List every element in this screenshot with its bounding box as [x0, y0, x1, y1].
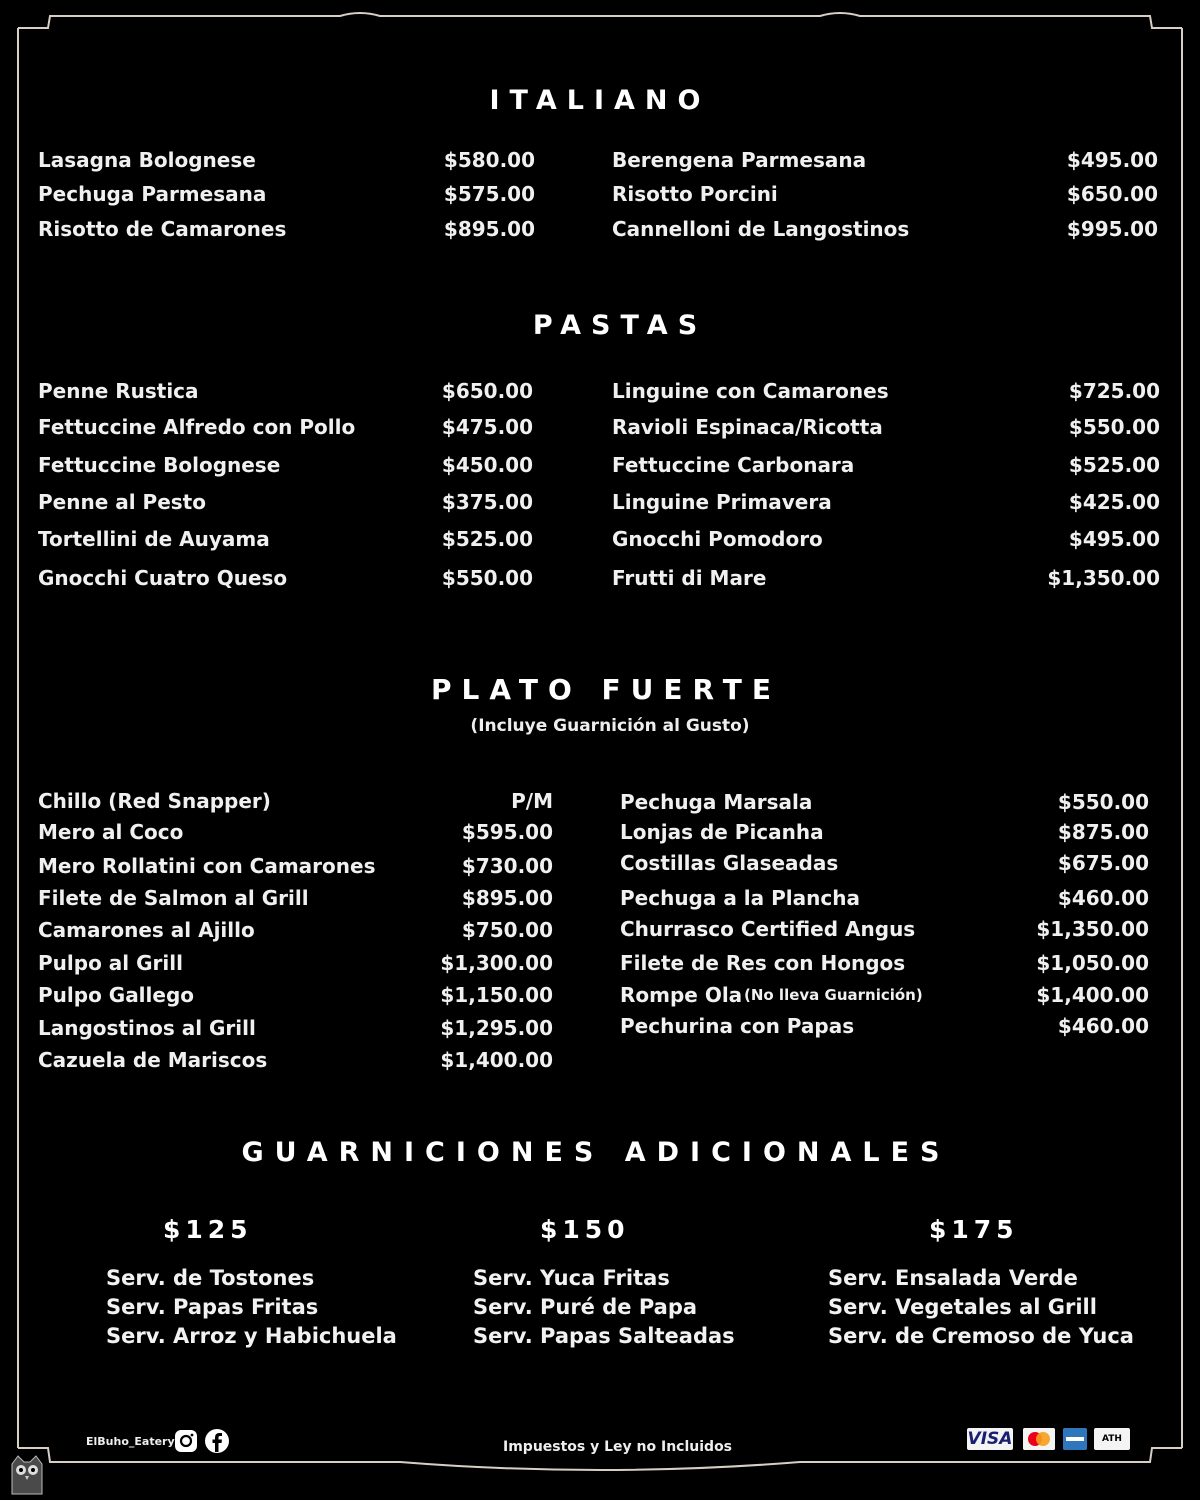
- menu-item: [38, 951, 553, 977]
- menu-item-price: $1,050.00: [1036, 951, 1149, 975]
- side-item: Serv. Puré de Papa: [473, 1295, 698, 1319]
- ath-card-icon: ATH: [1094, 1428, 1130, 1450]
- side-item: Serv. de Tostones: [106, 1266, 315, 1290]
- side-item: Serv. Arroz y Habichuela: [106, 1324, 397, 1348]
- menu-item-price: $750.00: [461, 918, 553, 942]
- menu-item-name: Camarones al Ajillo: [38, 918, 255, 942]
- side-item: Serv. Yuca Fritas: [473, 1266, 670, 1290]
- menu-item: [612, 415, 1160, 441]
- menu-item: [38, 527, 533, 553]
- menu-item-name: Pulpo al Grill: [38, 951, 183, 975]
- tier-price-175: $175: [929, 1215, 1019, 1244]
- menu-item-name: Rompe Ola: [620, 983, 743, 1007]
- menu-item-price: $1,400.00: [1036, 983, 1149, 1007]
- menu-item-note: (No lleva Guarnición): [744, 986, 923, 1004]
- menu-item-price: $1,295.00: [440, 1016, 553, 1040]
- menu-item-name: Pechuga a la Plancha: [620, 886, 860, 910]
- tier-items-150: [473, 1264, 735, 1351]
- menu-item-price: $450.00: [441, 453, 533, 477]
- tier-price-125: $125: [163, 1215, 253, 1244]
- side-item: Serv. de Cremoso de Yuca: [828, 1324, 1134, 1348]
- menu-item-price: $475.00: [441, 415, 533, 439]
- menu-item: [38, 789, 553, 815]
- menu-item-price: $675.00: [1057, 851, 1149, 875]
- menu-item-price: $1,150.00: [440, 983, 553, 1007]
- side-item: Serv. Ensalada Verde: [828, 1266, 1078, 1290]
- menu-item: [38, 1016, 553, 1042]
- menu-item: [38, 379, 533, 405]
- facebook-icon[interactable]: [204, 1428, 230, 1454]
- menu-item: [38, 217, 535, 243]
- menu-item-name: Penne Rustica: [38, 379, 199, 403]
- menu-item: [612, 453, 1160, 479]
- menu-item: [38, 148, 535, 174]
- menu-item-price: $495.00: [1066, 148, 1158, 172]
- visa-card-icon: VISA: [967, 1429, 1013, 1449]
- menu-item: [620, 951, 1149, 977]
- menu-item-price: $595.00: [461, 820, 553, 844]
- menu-item: [38, 820, 553, 846]
- menu-item-price: $460.00: [1057, 886, 1149, 910]
- menu-item-name: Fettuccine Bolognese: [38, 453, 281, 477]
- menu-item: [38, 983, 553, 1009]
- menu-item-price: $550.00: [441, 566, 533, 590]
- menu-item-name: Mero Rollatini con Camarones: [38, 854, 376, 878]
- menu-item-name: Fettuccine Alfredo con Pollo: [38, 415, 356, 439]
- menu-item-price: $725.00: [1068, 379, 1160, 403]
- menu-item: [38, 182, 535, 208]
- menu-item-price: $375.00: [441, 490, 533, 514]
- menu-item: [38, 918, 553, 944]
- menu-item-name: Lasagna Bolognese: [38, 148, 256, 172]
- menu-item-name: Ravioli Espinaca/Ricotta: [612, 415, 883, 439]
- menu-item-price: $460.00: [1057, 1014, 1149, 1038]
- menu-item-price: $1,350.00: [1047, 566, 1160, 590]
- menu-item-name: Gnocchi Cuatro Queso: [38, 566, 288, 590]
- side-item: Serv. Vegetales al Grill: [828, 1295, 1097, 1319]
- menu-item-price: $575.00: [443, 182, 535, 206]
- section-title-plato-fuerte: PLATO FUERTE: [430, 673, 782, 706]
- menu-item-price: $650.00: [441, 379, 533, 403]
- menu-item-name: Pechuga Parmesana: [38, 182, 267, 206]
- menu-item: [620, 790, 1149, 816]
- menu-item-name: Mero al Coco: [38, 820, 184, 844]
- menu-item: [38, 1048, 553, 1074]
- menu-item-name: Risotto de Camarones: [38, 217, 287, 241]
- menu-item-name: Langostinos al Grill: [38, 1016, 256, 1040]
- menu-item-name: Fettuccine Carbonara: [612, 453, 855, 477]
- menu-item: [620, 917, 1149, 943]
- menu-item-price: $550.00: [1057, 790, 1149, 814]
- menu-item: [612, 148, 1158, 174]
- menu-item-price: $895.00: [443, 217, 535, 241]
- menu-item: [620, 820, 1149, 846]
- menu-item: [38, 886, 553, 912]
- menu-item: [612, 566, 1160, 592]
- menu-item-name: Linguine Primavera: [612, 490, 832, 514]
- side-item: Serv. Papas Fritas: [106, 1295, 319, 1319]
- menu-item-name: Cannelloni de Langostinos: [612, 217, 910, 241]
- menu-item-price: $1,300.00: [440, 951, 553, 975]
- tier-items-175: [828, 1264, 1134, 1351]
- instagram-icon[interactable]: [173, 1428, 199, 1454]
- menu-item: [620, 851, 1149, 877]
- menu-item-name: Tortellini de Auyama: [38, 527, 270, 551]
- menu-item-price: $730.00: [461, 854, 553, 878]
- menu-item-price: P/M: [511, 789, 553, 813]
- section-title-guarniciones: GUARNICIONES ADICIONALES: [241, 1137, 951, 1168]
- menu-item: [612, 182, 1158, 208]
- menu-item-name: Pechuga Marsala: [620, 790, 813, 814]
- menu-item: [612, 217, 1158, 243]
- tier-price-150: $150: [540, 1215, 630, 1244]
- menu-item-name: Frutti di Mare: [612, 566, 767, 590]
- menu-item: [612, 490, 1160, 516]
- menu-item-price: $1,350.00: [1036, 917, 1149, 941]
- section-subtitle-plato-fuerte: (Incluye Guarnición al Gusto): [470, 716, 750, 736]
- menu-item: [612, 379, 1160, 405]
- menu-item: [38, 490, 533, 516]
- menu-item-price: $550.00: [1068, 415, 1160, 439]
- menu-item-name: Filete de Res con Hongos: [620, 951, 906, 975]
- menu-item-price: $875.00: [1057, 820, 1149, 844]
- menu-item-name: Costillas Glaseadas: [620, 851, 839, 875]
- tax-note: Impuestos y Ley no Incluidos: [503, 1439, 733, 1455]
- menu-item: [38, 453, 533, 479]
- social-handle[interactable]: ElBuho_Eatery: [86, 1435, 175, 1448]
- menu-item-name: Linguine con Camarones: [612, 379, 889, 403]
- menu-item: [38, 854, 553, 880]
- menu-item-name: Cazuela de Mariscos: [38, 1048, 268, 1072]
- menu-item-name: Berengena Parmesana: [612, 148, 867, 172]
- menu-item-name: Lonjas de Picanha: [620, 820, 824, 844]
- menu-item-price: $525.00: [1068, 453, 1160, 477]
- menu-item-price: $425.00: [1068, 490, 1160, 514]
- owl-logo-icon: [4, 1450, 50, 1496]
- menu-item: [38, 566, 533, 592]
- menu-item: [620, 1014, 1149, 1040]
- menu-item: [38, 415, 533, 441]
- menu-item-price: $495.00: [1068, 527, 1160, 551]
- menu-item-name: Penne al Pesto: [38, 490, 206, 514]
- mastercard-icon: [1023, 1428, 1055, 1450]
- menu-item-name: Gnocchi Pomodoro: [612, 527, 823, 551]
- menu-item-price: $1,400.00: [440, 1048, 553, 1072]
- menu-item: [620, 886, 1149, 912]
- menu-item: [612, 527, 1160, 553]
- menu-item-name: Chillo (Red Snapper): [38, 789, 271, 813]
- menu-item-price: $995.00: [1066, 217, 1158, 241]
- section-title-pastas: PASTAS: [532, 310, 708, 341]
- tier-items-125: [106, 1264, 397, 1351]
- menu-item-price: $580.00: [443, 148, 535, 172]
- amex-icon: [1063, 1428, 1087, 1450]
- menu-item: [620, 983, 1149, 1009]
- menu-item-price: $650.00: [1066, 182, 1158, 206]
- menu-item-name: Filete de Salmon al Grill: [38, 886, 309, 910]
- menu-item-name: Risotto Porcini: [612, 182, 778, 206]
- menu-item-name: Churrasco Certified Angus: [620, 917, 916, 941]
- section-title-italiano: ITALIANO: [489, 85, 711, 116]
- menu-item-price: $525.00: [441, 527, 533, 551]
- side-item: Serv. Papas Salteadas: [473, 1324, 735, 1348]
- menu-item-name: Pechurina con Papas: [620, 1014, 855, 1038]
- menu-item-price: $895.00: [461, 886, 553, 910]
- menu-item-name: Pulpo Gallego: [38, 983, 195, 1007]
